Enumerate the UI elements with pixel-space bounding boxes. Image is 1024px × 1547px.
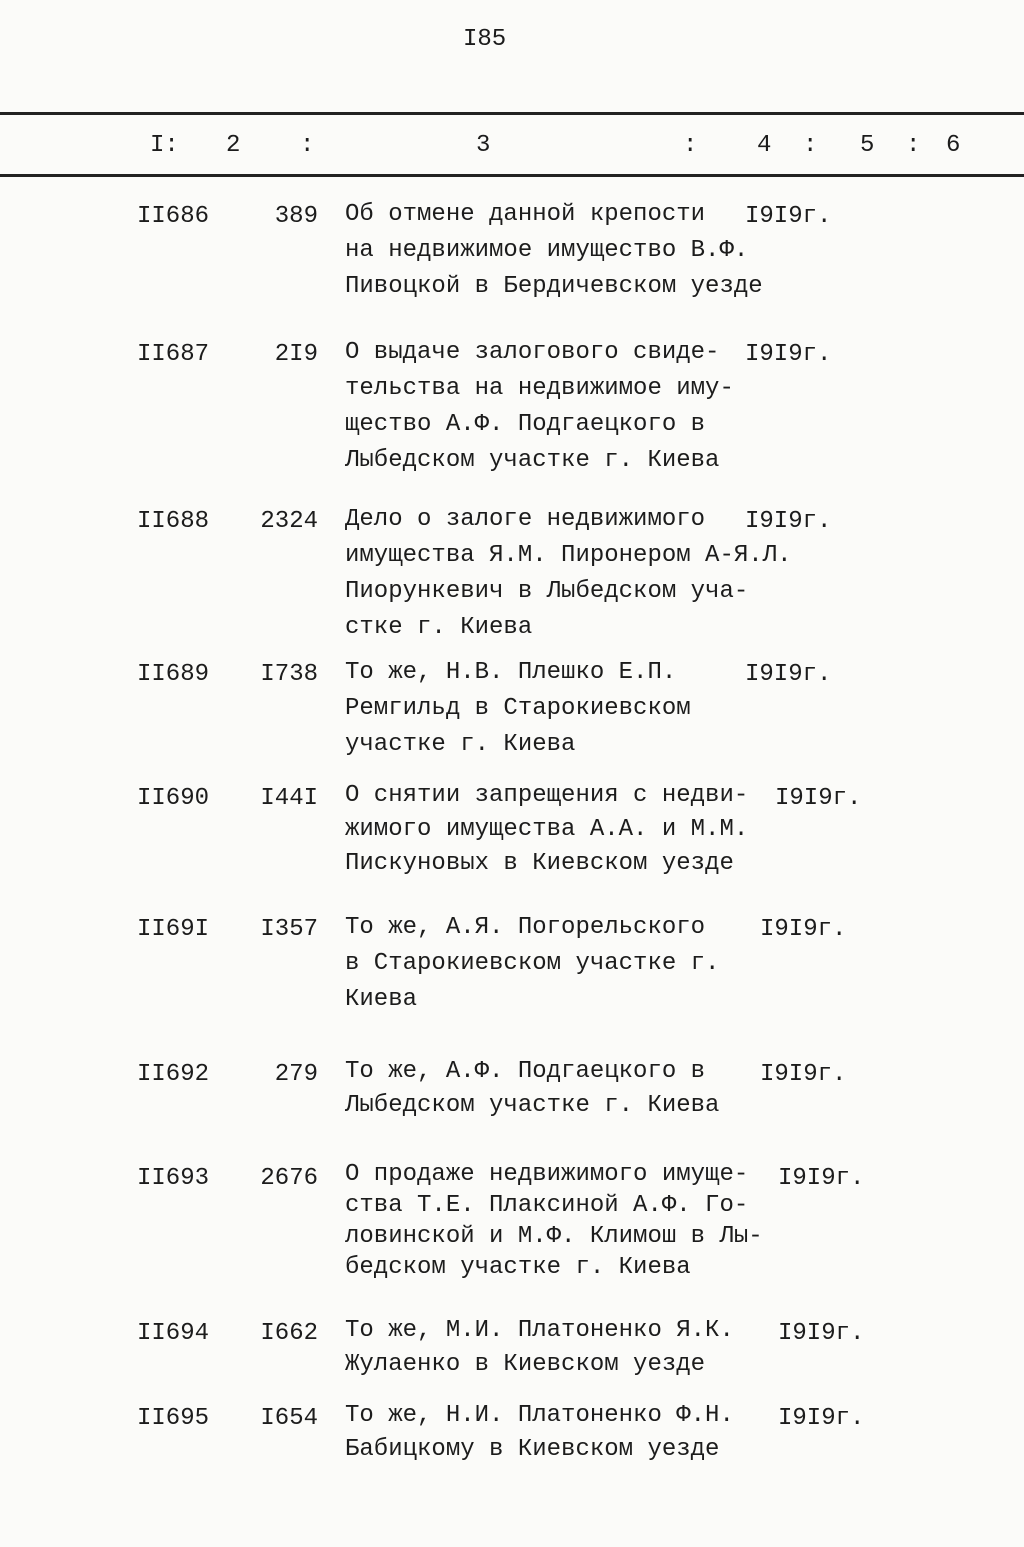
description-line: участке г. Киева — [345, 731, 576, 758]
description-line: Пивоцкой в Бердичевском уезде — [345, 273, 763, 300]
entry-number: II692 — [137, 1061, 210, 1088]
description-line: Лыбедском участке г. Киева — [345, 1092, 720, 1119]
entry-description — [345, 655, 691, 763]
description-line: То же, Н.И. Платоненко Ф.Н. — [345, 1402, 734, 1429]
entry-reference: I44I — [260, 785, 318, 812]
description-line: в Старокиевском участке г. — [345, 950, 720, 977]
entry-reference: 2I9 — [274, 341, 318, 368]
description-line: О выдаче залогового свиде- — [345, 339, 720, 366]
entry-year: I9I9г. — [745, 341, 832, 368]
description-line: То же, Н.В. Плешко Е.П. — [345, 659, 677, 686]
page-number: I85 — [463, 26, 507, 53]
entry-description — [345, 1055, 719, 1123]
description-line: То же, М.И. Платоненко Я.К. — [345, 1317, 734, 1344]
entry-number: II686 — [137, 203, 210, 230]
entry-description — [345, 910, 719, 1018]
entry-year: I9I9г. — [778, 1320, 865, 1347]
description-line: Ремгильд в Старокиевском — [345, 695, 691, 722]
header-sep: : — [683, 132, 698, 159]
entry-number: II695 — [137, 1405, 210, 1432]
entry-number: II690 — [137, 785, 210, 812]
entry-reference: I662 — [260, 1320, 318, 1347]
description-line: Лыбедском участке г. Киева — [345, 447, 720, 474]
entry-year: I9I9г. — [745, 203, 832, 230]
header-col4: 4 — [757, 132, 772, 159]
entry-year: I9I9г. — [778, 1405, 865, 1432]
header-sep: : — [803, 132, 818, 159]
description-line: имущества Я.М. Пиронером А-Я.Л. — [345, 542, 792, 569]
description-line: тельства на недвижимое иму- — [345, 375, 734, 402]
header-col3: 3 — [476, 132, 491, 159]
entry-reference: 389 — [274, 203, 318, 230]
entry-reference: 2324 — [260, 508, 318, 535]
header-sep: : — [906, 132, 921, 159]
description-line: То же, А.Ф. Подгаецкого в — [345, 1058, 706, 1085]
header-bottom-rule — [0, 174, 1024, 177]
entry-year: I9I9г. — [775, 785, 862, 812]
entry-description — [345, 502, 791, 646]
header-sep: : — [300, 132, 315, 159]
entry-number: II689 — [137, 661, 210, 688]
description-line: стке г. Киева — [345, 614, 533, 641]
description-line: Жулаенко в Киевском уезде — [345, 1351, 706, 1378]
description-line: Пискуновых в Киевском уезде — [345, 850, 734, 877]
entry-year: I9I9г. — [745, 508, 832, 535]
entry-number: II688 — [137, 508, 210, 535]
entry-year: I9I9г. — [760, 1061, 847, 1088]
description-line: бедском участке г. Киева — [345, 1254, 691, 1281]
entry-reference: 279 — [274, 1061, 318, 1088]
description-line: ловинской и М.Ф. Климош в Лы- — [345, 1223, 763, 1250]
entry-description — [345, 335, 734, 479]
entry-year: I9I9г. — [760, 916, 847, 943]
entry-reference: 2676 — [260, 1165, 318, 1192]
entry-number: II693 — [137, 1165, 210, 1192]
description-line: на недвижимое имущество В.Ф. — [345, 237, 749, 264]
entry-reference: I738 — [260, 661, 318, 688]
entry-description — [345, 1159, 763, 1283]
header-col2: 2 — [226, 132, 241, 159]
description-line: Пиорункевич в Лыбедском уча- — [345, 578, 749, 605]
entry-number: II694 — [137, 1320, 210, 1347]
description-line: жимого имущества А.А. и М.М. — [345, 816, 749, 843]
description-line: О продаже недвижимого имуще- — [345, 1161, 749, 1188]
header-top-rule — [0, 112, 1024, 115]
header-col6: 6 — [946, 132, 961, 159]
description-line: щество А.Ф. Подгаецкого в — [345, 411, 706, 438]
entry-description — [345, 1314, 734, 1382]
entry-description — [345, 1399, 734, 1467]
entry-number: II69I — [137, 916, 210, 943]
entry-reference: I357 — [260, 916, 318, 943]
header-col1: I: — [150, 132, 179, 159]
description-line: Бабицкому в Киевском уезде — [345, 1436, 720, 1463]
description-line: Об отмене данной крепости — [345, 201, 706, 228]
entry-description — [345, 197, 763, 305]
entry-description — [345, 779, 748, 881]
description-line: Дело о залоге недвижимого — [345, 506, 706, 533]
entry-year: I9I9г. — [745, 661, 832, 688]
description-line: То же, А.Я. Погорельского — [345, 914, 706, 941]
description-line: О снятии запрещения с недви- — [345, 782, 749, 809]
entry-year: I9I9г. — [778, 1165, 865, 1192]
entry-reference: I654 — [260, 1405, 318, 1432]
entry-number: II687 — [137, 341, 210, 368]
description-line: Киева — [345, 986, 418, 1013]
header-col5: 5 — [860, 132, 875, 159]
description-line: ства Т.Е. Плаксиной А.Ф. Го- — [345, 1192, 749, 1219]
